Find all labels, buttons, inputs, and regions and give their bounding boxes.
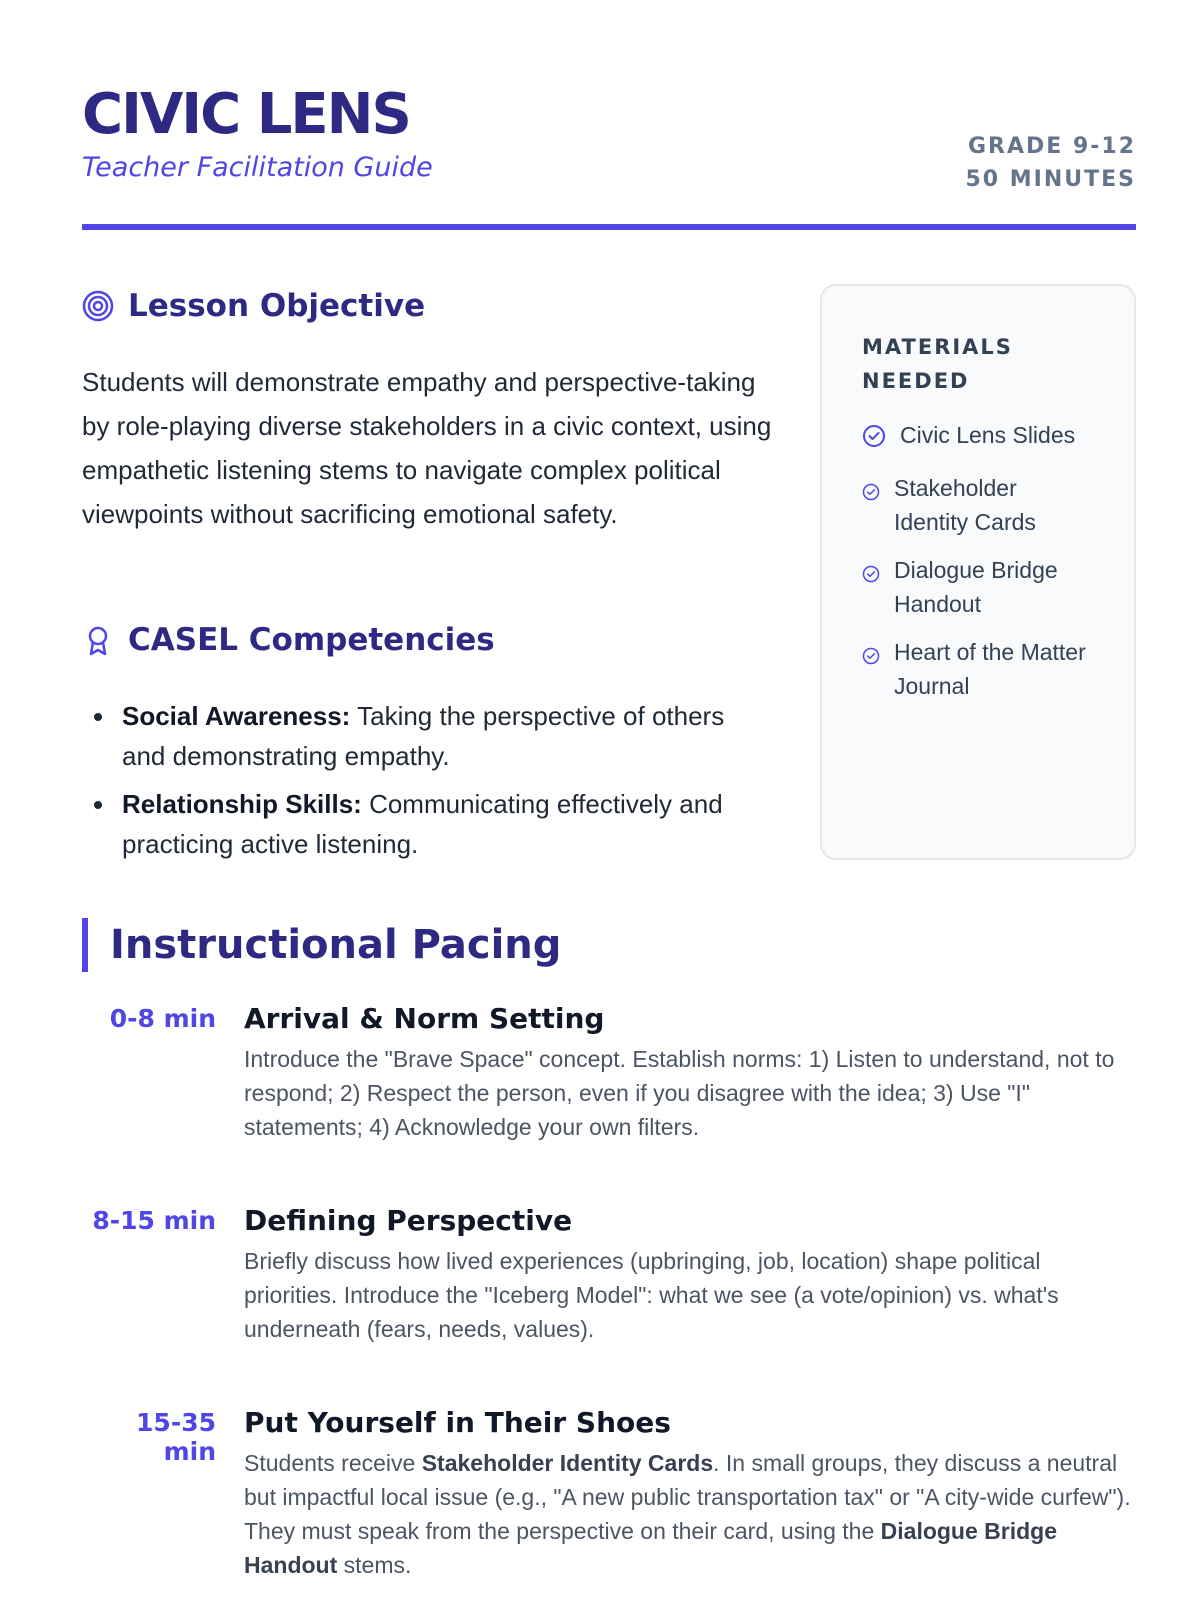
list-item — [862, 635, 1094, 703]
competency-term: Relationship Skills: — [122, 789, 362, 819]
materials-list — [862, 418, 1094, 703]
list-item — [862, 471, 1094, 539]
check-circle-icon — [862, 423, 886, 457]
step-description: Introduce the "Brave Space" concept. Establish norms: 1) Listen to understand, not to respond; 2) Respect the person, even if you disagree with the idea; 3) Use "I" statements; 4) Acknowledge your own filters. — [244, 1046, 1115, 1140]
objective-heading — [82, 288, 425, 324]
list-item — [82, 696, 762, 776]
page-title: CIVIC LENS — [82, 82, 410, 147]
step-description — [244, 1446, 1136, 1582]
step-description: Briefly discuss how lived experiences (upbringing, job, location) shape political priorities. Introduce the "Iceberg Model": what we see (a vote/opinion) vs. what's underneath (fears, needs, values). — [244, 1248, 1059, 1342]
award-icon — [82, 624, 114, 656]
objective-title: Lesson Objective — [128, 288, 426, 324]
materials-title: MATERIALS NEEDED — [862, 335, 1013, 393]
step-description-emphasis: Dialogue Bridge Handout — [244, 1518, 1058, 1578]
list-item — [82, 784, 762, 864]
step-description-part: Students receive — [244, 1450, 422, 1476]
step-heading: Defining Perspective — [244, 1204, 573, 1237]
list-item — [862, 553, 1094, 621]
list-item — [862, 418, 1094, 457]
objective-text: Students will demonstrate empathy and perspective-taking by role-playing diverse stakeholders in a civic context, using empathetic listening stems to navigate complex political viewpoints without sacrificing emotional safety. — [82, 367, 772, 529]
step-description-part: stems. — [337, 1552, 412, 1578]
casel-heading — [82, 622, 495, 658]
step-heading: Arrival & Norm Setting — [244, 1002, 605, 1035]
competency-text: Communicating effectively and practicing active listening. — [122, 789, 723, 859]
materials-panel — [820, 284, 1136, 860]
page-header — [82, 84, 1136, 230]
target-icon — [82, 290, 114, 322]
step-description-emphasis: Stakeholder Identity Cards — [421, 1450, 714, 1476]
step-heading: Put Yourself in Their Shoes — [244, 1406, 671, 1439]
check-circle-icon — [862, 558, 880, 592]
step-description-part: . In small groups, they discuss a neutral but impactful local issue (e.g., "A new public transportation tax" or "A city-wide curfew"). They must speak from the perspective on their card, using the — [244, 1450, 1131, 1544]
material-label: Civic Lens Slides — [900, 422, 1076, 448]
step-time: 15-35 min — [136, 1408, 216, 1466]
duration-label: 50 MINUTES — [965, 167, 1136, 192]
check-circle-icon — [862, 640, 880, 674]
pacing-title: Instructional Pacing — [110, 922, 562, 968]
pacing-heading — [82, 918, 561, 972]
grade-label: GRADE 9-12 — [967, 134, 1136, 159]
competency-term: Social Awareness: — [122, 701, 351, 731]
step-time: 0-8 min — [109, 1004, 216, 1033]
material-label: Dialogue Bridge Handout — [894, 557, 1058, 617]
casel-list — [82, 696, 762, 872]
casel-title: CASEL Competencies — [128, 622, 495, 658]
lesson-meta — [965, 130, 1136, 196]
material-label: Stakeholder Identity Cards — [894, 475, 1036, 535]
page-subtitle: Teacher Facilitation Guide — [82, 152, 433, 183]
step-time: 8-15 min — [92, 1206, 216, 1235]
competency-text: Taking the perspective of others and demonstrating empathy. — [122, 701, 725, 771]
check-circle-icon — [862, 476, 880, 510]
material-label: Heart of the Matter Journal — [894, 639, 1086, 699]
